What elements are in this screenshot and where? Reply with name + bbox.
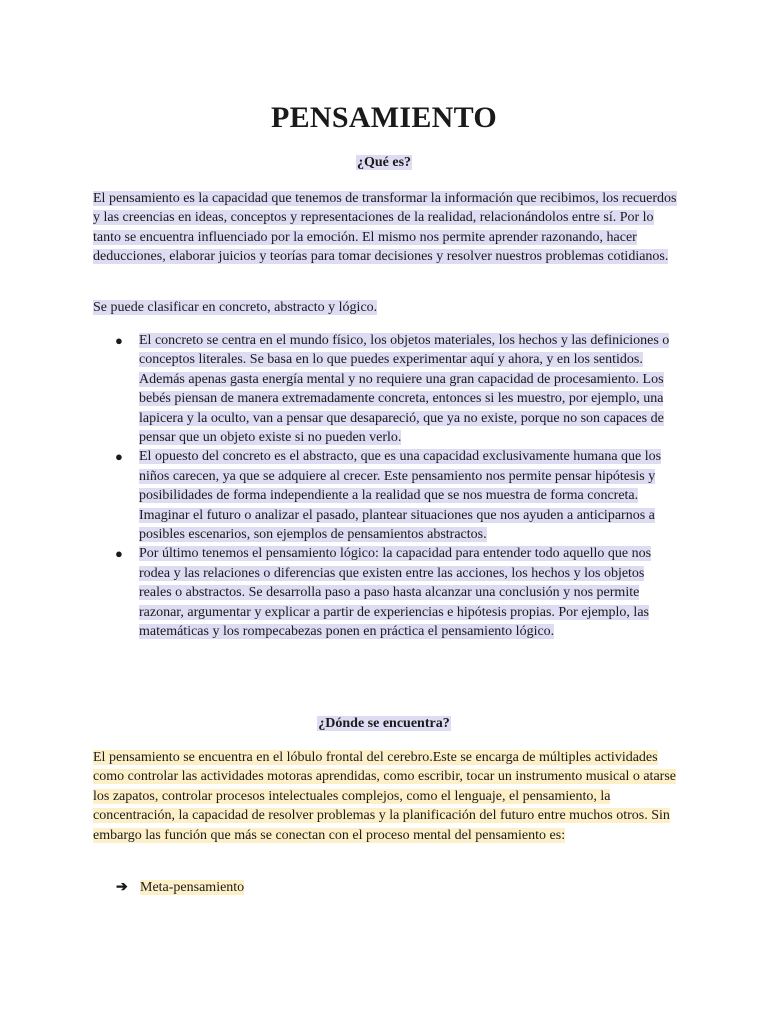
list-item-text: El opuesto del concreto es el abstracto, que es una capacidad exclusivamente humana que los niños carecen, ya que se adquiere al crecer. Este pensamiento nos permite pensar hipótesis y posibilidades de forma independiente a la realidad que se nos muestra de forma concreta. Imaginar el futuro o analizar el pasado, plantear situaciones que nos ayuden a anticiparnos a posibles escenarios, son ejemplos de pensamientos abstractos. (139, 449, 662, 543)
section-heading-donde (0, 714, 768, 734)
list-item-logico (93, 544, 678, 641)
list-item-text: El concreto se centra en el mundo físico, los objetos materiales, los hechos y las definiciones o conceptos literales. Se basa en lo que puedes experimentar aquí y ahora, y en los sentidos. Además apenas gasta energía mental y no requiere una gran capacidad de procesamiento. Los bebés piensan de manera extremadamente concreta, entonces si les muestro, por ejemplo, una lapicera y la oculto, van a pensar que desapareció, que ya no existe, porque no son capaces de pensar que un objeto existe si no pueden verlo. (139, 333, 670, 446)
document-title: PENSAMIENTO (270, 101, 498, 134)
arrow-right-icon: ➔ (116, 880, 128, 895)
bullet-icon: ● (115, 546, 123, 562)
section-heading-que-es-text: ¿Qué es? (356, 155, 412, 170)
intro-paragraph (93, 189, 678, 267)
list-item-text: Por último tenemos el pensamiento lógico: la capacidad para entender todo aquello que nos rodea y las relaciones o diferencias que existen entre las acciones, los hechos y los objetos reales o abstractos. Se desarrolla paso a paso hasta alcanzar una conclusión y nos permite razonar, argumentar y explicar a partir de experiencias e hipótesis propias. Por ejemplo, las matemáticas y los rompecabezas ponen en práctica el pensamiento lógico. (139, 546, 652, 640)
section-heading-que-es (0, 153, 768, 173)
bullet-icon: ● (115, 333, 123, 348)
location-paragraph (93, 748, 678, 845)
list-item-abstracto (93, 447, 678, 544)
arrow-list-item-text: Meta-pensamiento (140, 880, 245, 895)
list-item-concreto (93, 331, 678, 447)
classification-paragraph-text: Se puede clasificar en concreto, abstracto y lógico. (93, 300, 378, 315)
bullet-icon: ● (115, 449, 123, 465)
arrow-list-item (116, 878, 244, 897)
location-paragraph-text: El pensamiento se encuentra en el lóbulo frontal del cerebro.Este se encarga de múltiples actividades como controlar las actividades motoras aprendidas, como escribir, tocar un instrumento musical o atarse los zapatos, controlar procesos intelectuales complejos, como el lenguaje, el pensamiento, la concentración, la capacidad de resolver problemas y la planificación del futuro entre muchos otros. Sin embargo las función que más se conectan con el proceso mental del pensamiento es: (93, 750, 676, 843)
section-heading-donde-text: ¿Dónde se encuentra? (318, 716, 450, 731)
thinking-types-list (93, 331, 678, 642)
classification-paragraph (93, 298, 678, 317)
intro-paragraph-text: El pensamiento es la capacidad que tenemos de transformar la información que recibimos, los recuerdos y las creencias en ideas, conceptos y representaciones de la realidad, relacionándolos entre sí. Por lo tanto se encuentra influenciado por la emoción. El mismo nos permite aprender razonando, hacer deducciones, elaborar juicios y teorías para tomar decisiones y resolver nuestros problemas cotidianos. (93, 191, 677, 265)
